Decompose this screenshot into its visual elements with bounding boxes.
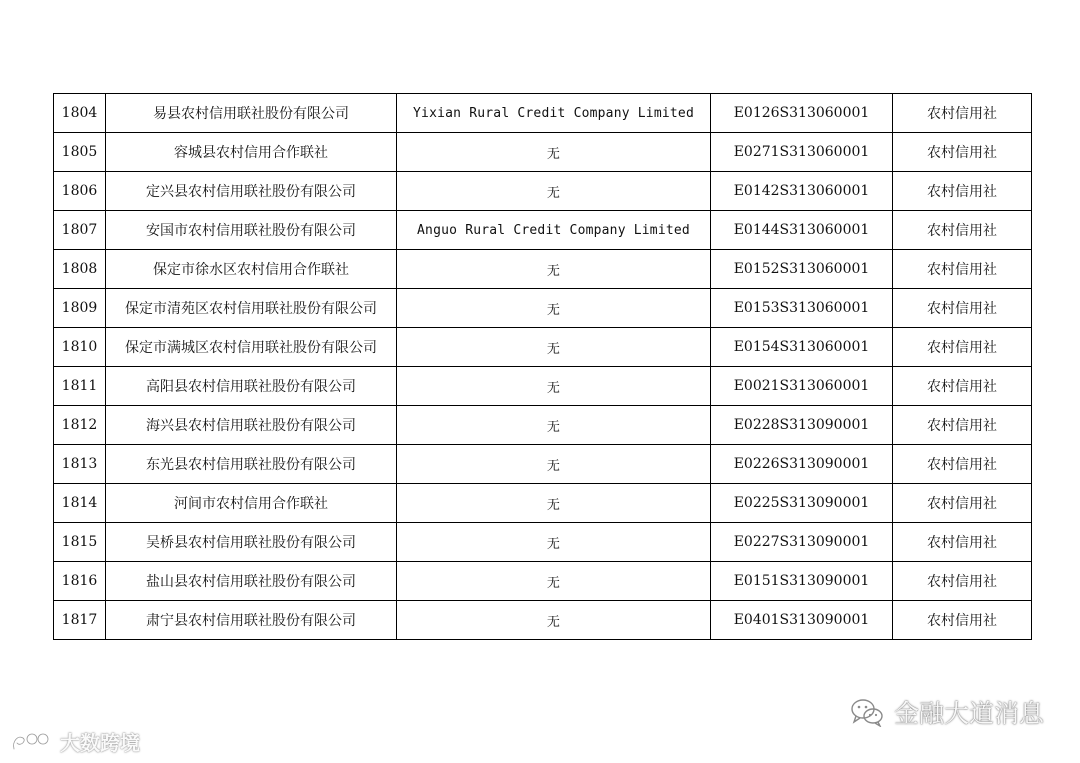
row-number: 1810 (54, 328, 106, 367)
institution-type: 农村信用社 (893, 289, 1032, 328)
row-number: 1809 (54, 289, 106, 328)
row-number: 1811 (54, 367, 106, 406)
row-number: 1812 (54, 406, 106, 445)
row-number: 1808 (54, 250, 106, 289)
chinese-name: 安国市农村信用联社股份有限公司 (106, 211, 397, 250)
table-row (54, 94, 1032, 133)
table-row (54, 328, 1032, 367)
english-name: 无 (397, 445, 711, 484)
institution-code: E0126S313060001 (711, 94, 893, 133)
row-number: 1805 (54, 133, 106, 172)
row-number: 1804 (54, 94, 106, 133)
brand-logo-icon (10, 729, 54, 755)
chinese-name: 河间市农村信用合作联社 (106, 484, 397, 523)
institution-type: 农村信用社 (893, 328, 1032, 367)
table-row (54, 406, 1032, 445)
english-name: 无 (397, 406, 711, 445)
row-number: 1814 (54, 484, 106, 523)
institution-code: E0142S313060001 (711, 172, 893, 211)
english-name: 无 (397, 250, 711, 289)
chinese-name: 东光县农村信用联社股份有限公司 (106, 445, 397, 484)
chinese-name: 保定市清苑区农村信用联社股份有限公司 (106, 289, 397, 328)
row-number: 1813 (54, 445, 106, 484)
table-body (54, 94, 1032, 640)
institution-code: E0225S313090001 (711, 484, 893, 523)
chinese-name: 保定市徐水区农村信用合作联社 (106, 250, 397, 289)
row-number: 1816 (54, 562, 106, 601)
english-name: 无 (397, 601, 711, 640)
table-row (54, 367, 1032, 406)
table-row (54, 445, 1032, 484)
chinese-name: 肃宁县农村信用联社股份有限公司 (106, 601, 397, 640)
row-number: 1817 (54, 601, 106, 640)
watermark-left-text: 大数跨境 (60, 731, 140, 755)
table-row (54, 289, 1032, 328)
english-name: 无 (397, 328, 711, 367)
watermark-right (850, 694, 1044, 730)
table-row (54, 601, 1032, 640)
institution-type: 农村信用社 (893, 484, 1032, 523)
institution-type: 农村信用社 (893, 601, 1032, 640)
chinese-name: 盐山县农村信用联社股份有限公司 (106, 562, 397, 601)
chinese-name: 保定市满城区农村信用联社股份有限公司 (106, 328, 397, 367)
institution-type: 农村信用社 (893, 445, 1032, 484)
chinese-name: 吴桥县农村信用联社股份有限公司 (106, 523, 397, 562)
institution-type: 农村信用社 (893, 94, 1032, 133)
chinese-name: 海兴县农村信用联社股份有限公司 (106, 406, 397, 445)
institution-code: E0021S313060001 (711, 367, 893, 406)
institution-code: E0151S313090001 (711, 562, 893, 601)
table-row (54, 523, 1032, 562)
institution-type: 农村信用社 (893, 172, 1032, 211)
table-row (54, 484, 1032, 523)
institution-code: E0401S313090001 (711, 601, 893, 640)
english-name: Anguo Rural Credit Company Limited (397, 211, 711, 250)
chinese-name: 高阳县农村信用联社股份有限公司 (106, 367, 397, 406)
row-number: 1806 (54, 172, 106, 211)
institution-type: 农村信用社 (893, 367, 1032, 406)
table-row (54, 133, 1032, 172)
wechat-icon (850, 697, 884, 727)
chinese-name: 定兴县农村信用联社股份有限公司 (106, 172, 397, 211)
english-name: 无 (397, 523, 711, 562)
institution-code: E0226S313090001 (711, 445, 893, 484)
institution-table-container (53, 93, 1026, 640)
watermark-right-text: 金融大道消息 (893, 699, 1044, 728)
institution-type: 农村信用社 (893, 523, 1032, 562)
english-name: 无 (397, 484, 711, 523)
table-row (54, 250, 1032, 289)
institution-code: E0144S313060001 (711, 211, 893, 250)
english-name: 无 (397, 172, 711, 211)
institution-code: E0152S313060001 (711, 250, 893, 289)
english-name: 无 (397, 289, 711, 328)
institution-type: 农村信用社 (893, 562, 1032, 601)
institution-type: 农村信用社 (893, 133, 1032, 172)
institution-code: E0271S313060001 (711, 133, 893, 172)
table-row (54, 172, 1032, 211)
institution-type: 农村信用社 (893, 406, 1032, 445)
institution-table (53, 93, 1032, 640)
english-name: Yixian Rural Credit Company Limited (397, 94, 711, 133)
row-number: 1807 (54, 211, 106, 250)
chinese-name: 容城县农村信用合作联社 (106, 133, 397, 172)
institution-type: 农村信用社 (893, 211, 1032, 250)
row-number: 1815 (54, 523, 106, 562)
english-name: 无 (397, 562, 711, 601)
english-name: 无 (397, 133, 711, 172)
table-row (54, 211, 1032, 250)
institution-code: E0227S313090001 (711, 523, 893, 562)
chinese-name: 易县农村信用联社股份有限公司 (106, 94, 397, 133)
watermark-left (10, 727, 140, 756)
table-row (54, 562, 1032, 601)
institution-code: E0228S313090001 (711, 406, 893, 445)
institution-code: E0153S313060001 (711, 289, 893, 328)
english-name: 无 (397, 367, 711, 406)
institution-code: E0154S313060001 (711, 328, 893, 367)
institution-type: 农村信用社 (893, 250, 1032, 289)
